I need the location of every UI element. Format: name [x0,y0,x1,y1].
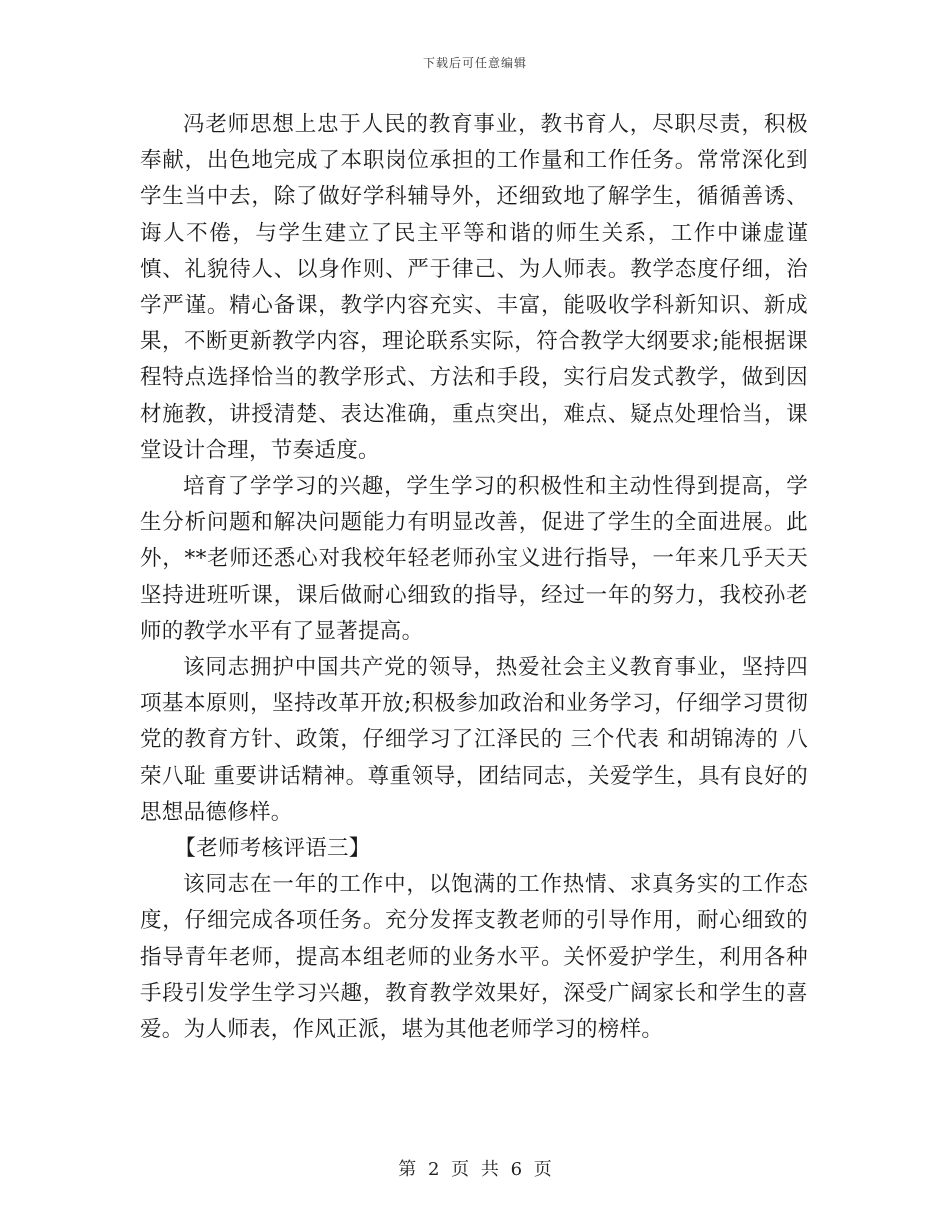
paragraph-2: 培育了学学习的兴趣，学生学习的积极性和主动性得到提高，学生分析问题和解决问题能力有明显改善，促进了学生的全面进展。此外，**老师还悉心对我校年轻老师孙宝义进行指导，一年来几乎天天坚持进班听课，课后做耐心细致的指导，经过一年的努力，我校孙老师的教学水平有了显著提高。 [140,474,808,644]
section-heading: 【老师考核评语三】 [174,836,371,862]
page-indicator: 第 2 页 共 6 页 [398,1159,552,1180]
paragraph-1: 冯老师思想上忠于人民的教育事业，教书育人，尽职尽责，积极奉献，出色地完成了本职岗位承担的工作量和工作任务。常常深化到学生当中去，除了做好学科辅导外，还细致地了解学生，循循善诱、诲人不倦，与学生建立了民主平等和谐的师生关系，工作中谦虚谨慎、礼貌待人、以身作则、严于律己、为人师表。教学态度仔细，治学严谨。精心备课，教学内容充实、丰富，能吸收学科新知识、新成果，不断更新教学内容，理论联系实际，符合教学大纲要求;能根据课程特点选择恰当的教学形式、方法和手段，实行启发式教学，做到因材施教，讲授清楚、表达准确，重点突出，难点、疑点处理恰当，课堂设计合理，节奏适度。 [140,112,808,463]
paragraph-3: 该同志拥护中国共产党的领导，热爱社会主义教育事业，坚持四项基本原则，坚持改革开放;积极参加政治和业务学习，仔细学习贯彻党的教育方针、政策，仔细学习了江泽民的 三个代表 和胡锦涛的 八荣八耻 重要讲话精神。尊重领导，团结同志，关爱学生，具有良好的思想品德修样。 [140,655,808,825]
header-note: 下载后可任意编辑 [422,56,527,70]
paragraph-4: 该同志在一年的工作中，以饱满的工作热情、求真务实的工作态度，仔细完成各项任务。充分发挥支教老师的引导作用，耐心细致的指导青年老师，提高本组老师的业务水平。关怀爱护学生，利用各种手段引发学生学习兴趣，教育教学效果好，深受广阔家长和学生的喜爱。为人师表，作风正派，堪为其他老师学习的榜样。 [140,872,808,1043]
document-body [140,107,808,1048]
